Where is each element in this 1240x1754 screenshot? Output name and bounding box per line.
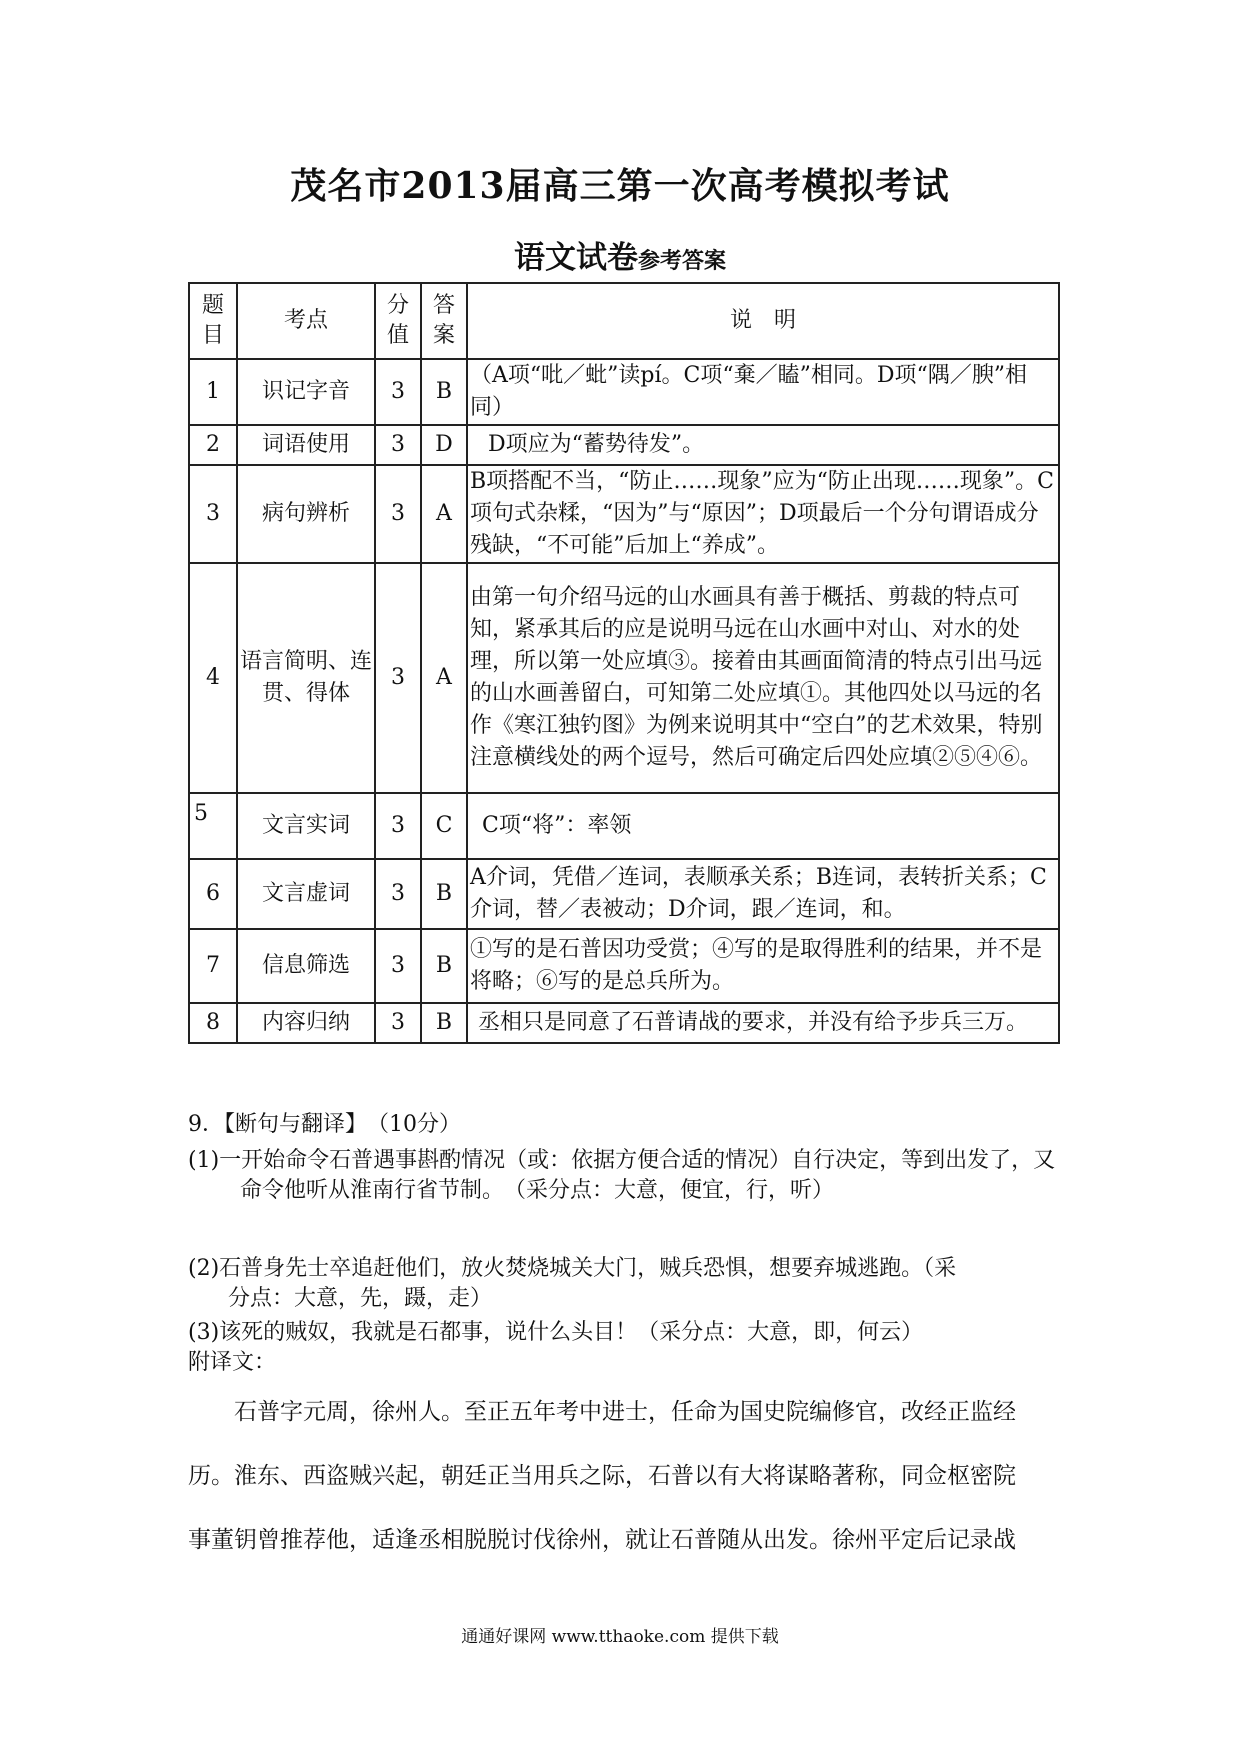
row-num: 1 — [189, 359, 237, 425]
row-desc: 由第一句介绍马远的山水画具有善于概括、剪裁的特点可知，紧承其后的应是说明马远在山水画中对山、对水的处理，所以第一处应填③。接着由其画面简清的特点引出马远的山水画善留白，可知第二处应填①。其他四处以马远的名作《寒江独钓图》为例来说明其中“空白”的艺术效果，特别注意横线处的两个逗号，然后可确定后四处应填②⑤④⑥。 — [467, 563, 1059, 793]
row-answer: B — [421, 359, 467, 425]
table-row — [189, 859, 1059, 929]
row-num: 4 — [189, 563, 237, 793]
row-num: 5 — [189, 793, 237, 859]
translation-line: 事董钥曾推荐他，适逢丞相脱脱讨伐徐州，就让石普随从出发。徐州平定后记录战 — [188, 1527, 1016, 1553]
row-desc: A介词，凭借／连词，表顺承关系；B连词，表转折关系；C介词，替／表被动；D介词，跟／连词，和。 — [467, 859, 1059, 929]
q9-item-2 — [188, 1254, 1068, 1314]
row-num: 6 — [189, 859, 237, 929]
row-num: 7 — [189, 929, 237, 1003]
row-desc: B项搭配不当，“防止……现象”应为“防止出现……现象”。C项句式杂糅，“因为”与“原因”；D项最后一个分句谓语成分残缺，“不可能”后加上“养成”。 — [467, 465, 1059, 563]
row-score: 3 — [375, 929, 421, 1003]
row-score: 3 — [375, 563, 421, 793]
row-num: 8 — [189, 1003, 237, 1043]
row-score: 3 — [375, 1003, 421, 1043]
row-point: 内容归纳 — [237, 1003, 375, 1043]
header-desc: 说 明 — [467, 283, 1059, 359]
header-score: 分 值 — [375, 283, 421, 359]
row-score: 3 — [375, 425, 421, 465]
row-point: 识记字音 — [237, 359, 375, 425]
table-row — [189, 929, 1059, 1003]
q9-item-2-line2: 分点：大意，先，蹑，走） — [228, 1286, 493, 1311]
row-answer: D — [421, 425, 467, 465]
page-subtitle — [0, 232, 1240, 277]
q9-item-1-line1: (1)一开始命令石普遇事斟酌情况（或：依据方便合适的情况）自行决定，等到出发了，又 — [188, 1148, 1056, 1173]
answer-table — [188, 282, 1060, 1044]
translation-text — [188, 1380, 1060, 1572]
row-point: 词语使用 — [237, 425, 375, 465]
translation-line: 石普字元周，徐州人。至正五年考中进士，任命为国史院编修官，改经正监经 — [234, 1399, 1016, 1425]
table-row — [189, 793, 1059, 859]
q9-item-3 — [188, 1318, 1068, 1348]
row-point: 病句辨析 — [237, 465, 375, 563]
header-answer: 答 案 — [421, 283, 467, 359]
row-score: 3 — [375, 793, 421, 859]
q9-item-2-line1: (2)石普身先士卒追赶他们，放火焚烧城关大门，贼兵恐惧，想要弃城逃跑。（采 — [188, 1256, 957, 1281]
row-answer: B — [421, 1003, 467, 1043]
row-score: 3 — [375, 465, 421, 563]
subtitle-main: 语文试卷 — [513, 240, 638, 276]
row-point: 文言虚词 — [237, 859, 375, 929]
row-desc: （A项“吡／蚍”读pí。C项“棄／瞌”相同。D项“隅／腴”相同） — [467, 359, 1059, 425]
footer-credit: 通通好课网 www.tthaoke.com 提供下载 — [461, 1627, 779, 1647]
row-desc: 丞相只是同意了石普请战的要求，并没有给予步兵三万。 — [467, 1003, 1059, 1043]
appendix-label: 附译文： — [188, 1350, 277, 1375]
q9-item-3-line1: (3)该死的贼奴，我就是石都事，说什么头目！（采分点：大意，即，何云） — [188, 1320, 924, 1345]
q9-heading: 9．【断句与翻译】 （10分） — [188, 1112, 461, 1137]
row-answer: A — [421, 563, 467, 793]
page-title: 茂名市2013届高三第一次高考模拟考试 — [290, 165, 950, 207]
row-num: 2 — [189, 425, 237, 465]
subtitle-suffix: 参考答案 — [637, 248, 726, 274]
row-point: 语言简明、连贯、得体 — [237, 563, 375, 793]
row-desc: D项应为“蓄势待发”。 — [467, 425, 1059, 465]
table-row — [189, 425, 1059, 465]
row-answer: B — [421, 929, 467, 1003]
table-row — [189, 1003, 1059, 1043]
row-num: 3 — [189, 465, 237, 563]
table-row — [189, 359, 1059, 425]
row-answer: B — [421, 859, 467, 929]
translation-line: 历。淮东、西盗贼兴起，朝廷正当用兵之际，石普以有大将谋略著称，同佥枢密院 — [188, 1463, 1016, 1489]
row-score: 3 — [375, 859, 421, 929]
table-row — [189, 465, 1059, 563]
header-num: 题 目 — [189, 283, 237, 359]
table-header-row — [189, 283, 1059, 359]
row-point: 信息筛选 — [237, 929, 375, 1003]
q9-item-1-line2: 命令他听从淮南行省节制。 （采分点：大意，便宜，行，听） — [240, 1178, 835, 1203]
row-score: 3 — [375, 359, 421, 425]
row-point: 文言实词 — [237, 793, 375, 859]
row-desc: ①写的是石普因功受赏；④写的是取得胜利的结果，并不是将略；⑥写的是总兵所为。 — [467, 929, 1059, 1003]
q9-item-1 — [188, 1146, 1068, 1206]
table-row — [189, 563, 1059, 793]
header-point: 考点 — [237, 283, 375, 359]
row-desc: C项“将”：率领 — [467, 793, 1059, 859]
row-answer: C — [421, 793, 467, 859]
row-answer: A — [421, 465, 467, 563]
